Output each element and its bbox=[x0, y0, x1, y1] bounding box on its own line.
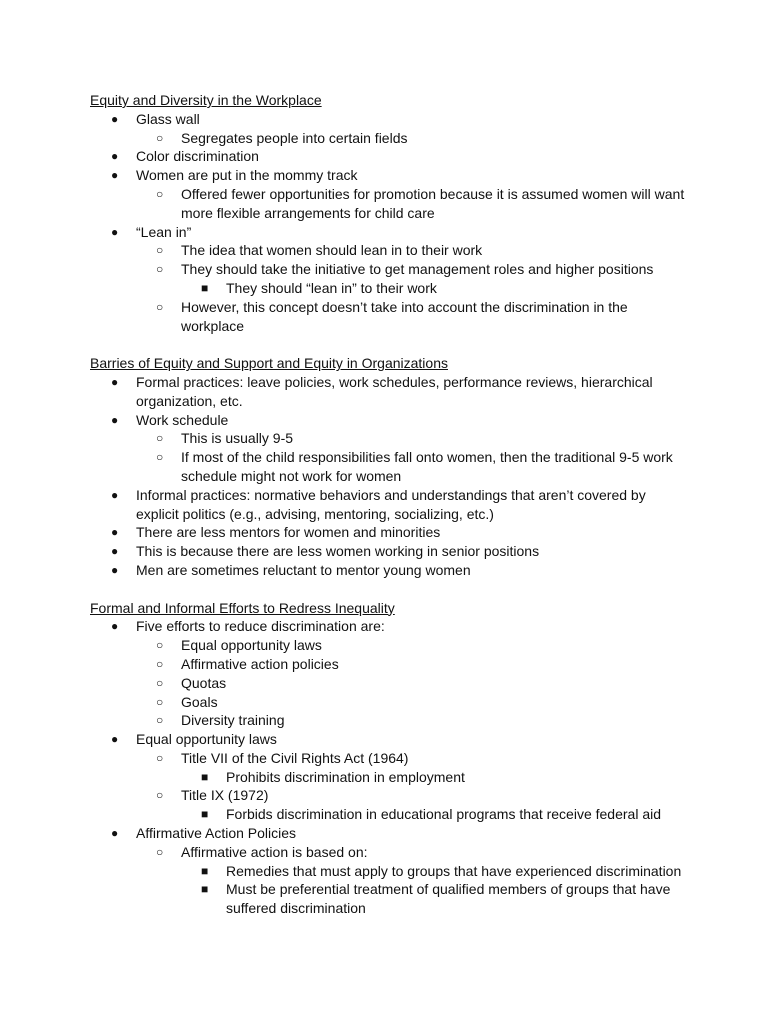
list-item-text: Affirmative action is based on: bbox=[181, 843, 368, 860]
list-item-level-1 bbox=[90, 223, 690, 242]
bullet-disc-icon: ● bbox=[111, 619, 119, 634]
bullet-circle-icon: ○ bbox=[156, 750, 164, 765]
list-item-level-3 bbox=[90, 862, 690, 881]
list-item-text: Offered fewer opportunities for promotion because it is assumed women will want more flexible arrangements for child care bbox=[181, 185, 685, 221]
list-item-text: Equal opportunity laws bbox=[181, 637, 322, 654]
notes-section bbox=[90, 354, 690, 580]
list-item-level-1 bbox=[90, 617, 690, 636]
list-item-text: Must be preferential treatment of qualified members of groups that have suffered discrimination bbox=[226, 881, 671, 917]
bullet-circle-icon: ○ bbox=[156, 186, 164, 201]
list-item-text: Formal practices: leave policies, work schedules, performance reviews, hierarchical organization, etc. bbox=[136, 373, 653, 409]
bullet-circle-icon: ○ bbox=[156, 638, 164, 653]
list-item-level-2 bbox=[90, 429, 690, 448]
notes-section bbox=[90, 91, 690, 335]
bullet-disc-icon: ● bbox=[111, 732, 119, 747]
list-item-level-1 bbox=[90, 486, 690, 524]
bullet-square-icon: ■ bbox=[201, 769, 209, 784]
list-item-text: Women are put in the mommy track bbox=[136, 167, 358, 184]
list-item-level-1 bbox=[90, 542, 690, 561]
list-item-level-1 bbox=[90, 824, 690, 843]
list-item-text: Five efforts to reduce discrimination are: bbox=[136, 618, 385, 635]
list-item-level-2 bbox=[90, 693, 690, 712]
bullet-disc-icon: ● bbox=[111, 224, 119, 239]
list-item-text: Title IX (1972) bbox=[181, 787, 269, 804]
list-item-text: Men are sometimes reluctant to mentor young women bbox=[136, 561, 471, 578]
list-item-level-2 bbox=[90, 260, 690, 279]
list-item-level-1 bbox=[90, 166, 690, 185]
document-body bbox=[90, 91, 690, 918]
list-item-text: Affirmative Action Policies bbox=[136, 825, 297, 842]
bullet-square-icon: ■ bbox=[201, 807, 209, 822]
list-item-text: Informal practices: normative behaviors and understandings that aren’t covered by explicit politics (e.g., advising, mentoring, socializing, etc.) bbox=[136, 486, 646, 522]
list-item-level-1 bbox=[90, 730, 690, 749]
list-item-level-2 bbox=[90, 674, 690, 693]
section-heading: Equity and Diversity in the Workplace bbox=[90, 92, 322, 108]
bullet-disc-icon: ● bbox=[111, 544, 119, 559]
list-item-text: Color discrimination bbox=[136, 148, 259, 165]
list-item-level-2 bbox=[90, 448, 690, 486]
list-item-text: Goals bbox=[181, 693, 218, 710]
list-item-text: The idea that women should lean in to their work bbox=[181, 242, 483, 259]
bullet-circle-icon: ○ bbox=[156, 262, 164, 277]
list-item-level-2 bbox=[90, 129, 690, 148]
list-item-text: Remedies that must apply to groups that have experienced discrimination bbox=[226, 862, 682, 879]
list-item-level-1 bbox=[90, 523, 690, 542]
bullet-disc-icon: ● bbox=[111, 168, 119, 183]
list-item-level-2 bbox=[90, 786, 690, 805]
list-item-level-3 bbox=[90, 805, 690, 824]
list-item-text: They should “lean in” to their work bbox=[226, 279, 437, 296]
list-item-level-2 bbox=[90, 185, 690, 223]
bullet-disc-icon: ● bbox=[111, 412, 119, 427]
list-item-level-2 bbox=[90, 241, 690, 260]
bullet-circle-icon: ○ bbox=[156, 450, 164, 465]
bullet-square-icon: ■ bbox=[201, 863, 209, 878]
list-item-text: They should take the initiative to get management roles and higher positions bbox=[181, 261, 654, 278]
bullet-circle-icon: ○ bbox=[156, 675, 164, 690]
bullet-circle-icon: ○ bbox=[156, 788, 164, 803]
list-item-text: Diversity training bbox=[181, 712, 285, 729]
list-item-text: Segregates people into certain fields bbox=[181, 129, 408, 146]
section-spacer bbox=[90, 580, 690, 599]
list-item-level-2 bbox=[90, 711, 690, 730]
list-item-level-3 bbox=[90, 768, 690, 787]
bullet-circle-icon: ○ bbox=[156, 243, 164, 258]
list-item-text: Equal opportunity laws bbox=[136, 731, 277, 748]
list-item-level-3 bbox=[90, 279, 690, 298]
bullet-circle-icon: ○ bbox=[156, 844, 164, 859]
list-item-level-2 bbox=[90, 843, 690, 862]
list-item-text: Prohibits discrimination in employment bbox=[226, 768, 465, 785]
list-item-level-2 bbox=[90, 655, 690, 674]
section-heading: Formal and Informal Efforts to Redress Inequality bbox=[90, 599, 395, 616]
list-item-text: This is because there are less women working in senior positions bbox=[136, 543, 540, 560]
list-item-level-1 bbox=[90, 373, 690, 411]
bullet-disc-icon: ● bbox=[111, 111, 119, 126]
bullet-circle-icon: ○ bbox=[156, 431, 164, 446]
list-item-text: However, this concept doesn’t take into account the discrimination in the workplace bbox=[181, 298, 628, 334]
list-item-level-2 bbox=[90, 749, 690, 768]
list-item-text: Title VII of the Civil Rights Act (1964) bbox=[181, 749, 409, 766]
list-item-text: Forbids discrimination in educational programs that receive federal aid bbox=[226, 806, 661, 823]
list-item-text: There are less mentors for women and minorities bbox=[136, 524, 441, 541]
bullet-circle-icon: ○ bbox=[156, 299, 164, 314]
list-item-text: If most of the child responsibilities fall onto women, then the traditional 9-5 work schedule might not work for women bbox=[181, 449, 673, 484]
list-item-level-1 bbox=[90, 411, 690, 430]
section-heading: Barries of Equity and Support and Equity in Organizations bbox=[90, 355, 448, 372]
bullet-circle-icon: ○ bbox=[156, 130, 164, 145]
bullet-disc-icon: ● bbox=[111, 562, 119, 577]
bullet-disc-icon: ● bbox=[111, 826, 119, 841]
bullet-circle-icon: ○ bbox=[156, 713, 164, 728]
list-item-text: This is usually 9-5 bbox=[181, 430, 294, 447]
list-item-level-3 bbox=[90, 880, 690, 918]
bullet-disc-icon: ● bbox=[111, 374, 119, 389]
section-spacer bbox=[90, 335, 690, 354]
list-item-level-2 bbox=[90, 298, 690, 336]
bullet-circle-icon: ○ bbox=[156, 656, 164, 671]
list-item-level-2 bbox=[90, 636, 690, 655]
bullet-disc-icon: ● bbox=[111, 149, 119, 164]
list-item-level-1 bbox=[90, 147, 690, 166]
list-item-level-1 bbox=[90, 110, 690, 129]
bullet-square-icon: ■ bbox=[201, 882, 209, 897]
notes-section bbox=[90, 599, 690, 919]
bullet-disc-icon: ● bbox=[111, 487, 119, 502]
list-item-text: Affirmative action policies bbox=[181, 655, 339, 672]
bullet-disc-icon: ● bbox=[111, 525, 119, 540]
list-item-text: Glass wall bbox=[136, 110, 200, 127]
bullet-square-icon: ■ bbox=[201, 280, 209, 295]
list-item-text: “Lean in” bbox=[136, 223, 192, 240]
list-item-text: Work schedule bbox=[136, 411, 229, 428]
list-item-text: Quotas bbox=[181, 674, 227, 691]
list-item-level-1 bbox=[90, 561, 690, 580]
bullet-circle-icon: ○ bbox=[156, 694, 164, 709]
